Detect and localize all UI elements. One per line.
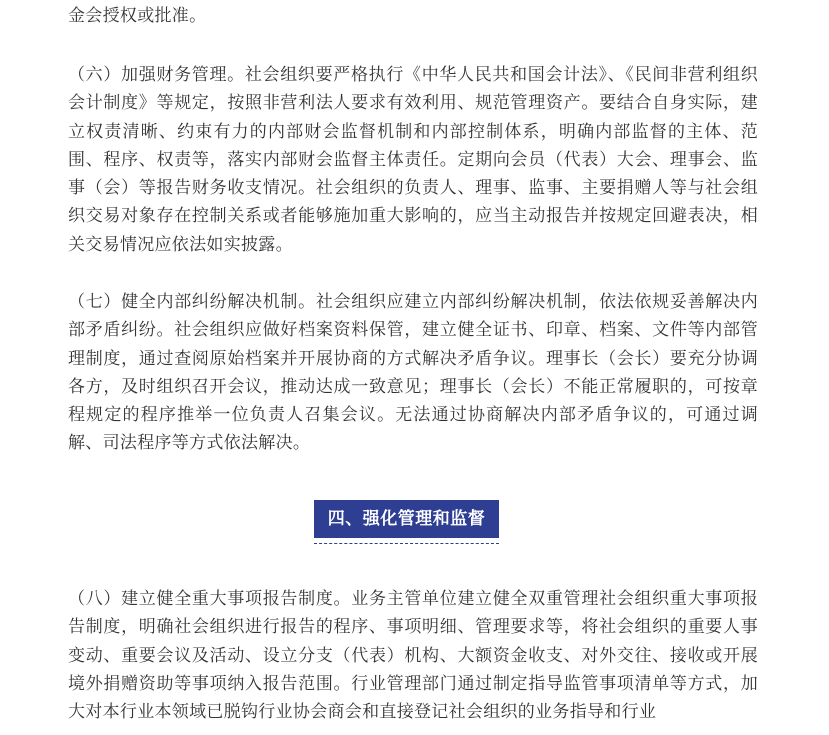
paragraph-item-7: （七）健全内部纠纷解决机制。社会组织应建立内部纠纷解决机制，依法依规妥善解决内部矛盾纠纷。社会组织应做好档案资料保管，建立健全证书、印章、档案、文件等内部管理制度，通过查阅原始档案并开展协商的方式解决矛盾争议。理事长（会长）要充分协调各方，及时组织召开会议，推动达成一致意见；理事长（会长）不能正常履职的，可按章程规定的程序推举一位负责人召集会议。无法通过协商解决内部矛盾争议的，可通过调解、司法程序等方式依法解决。 bbox=[68, 292, 758, 454]
section-heading bbox=[314, 500, 499, 546]
paragraph-item-8: （八）建立健全重大事项报告制度。业务主管单位建立健全双重管理社会组织重大事项报告制度，明确社会组织进行报告的程序、事项明细、管理要求等，将社会组织的重要人事变动、重要会议及活动、设立分支（代表）机构、大额资金收支、对外交往、接收或开展境外捐赠资助等事项纳入报告范围。行业管理部门通过制定指导监管事项清单等方式，加大对本行业本领域已脱钩行业协会商会和直接登记社会组织的业务指导和行业 bbox=[68, 589, 758, 723]
paragraph-item-6: （六）加强财务管理。社会组织要严格执行《中华人民共和国会计法》、《民间非营利组织会计制度》等规定，按照非营利法人要求有效利用、规范管理资产。要结合自身实际，建立权责清晰、约束有力的内部财会监督机制和内部控制体系，明确内部监督的主体、范围、程序、权责等，落实内部财会监督主体责任。定期向会员（代表）大会、理事会、监事（会）等报告财务收支情况。社会组织的负责人、理事、监事、主要捐赠人等与社会组织交易对象存在控制关系或者能够施加重大影响的，应当主动报告并按规定回避表决，相关交易情况应依法如实披露。 bbox=[68, 65, 758, 255]
section-heading-underline bbox=[314, 543, 499, 544]
paragraph-continuation: 金会授权或批准。 bbox=[68, 6, 207, 26]
section-heading-label: 四、强化管理和监督 bbox=[314, 500, 499, 538]
